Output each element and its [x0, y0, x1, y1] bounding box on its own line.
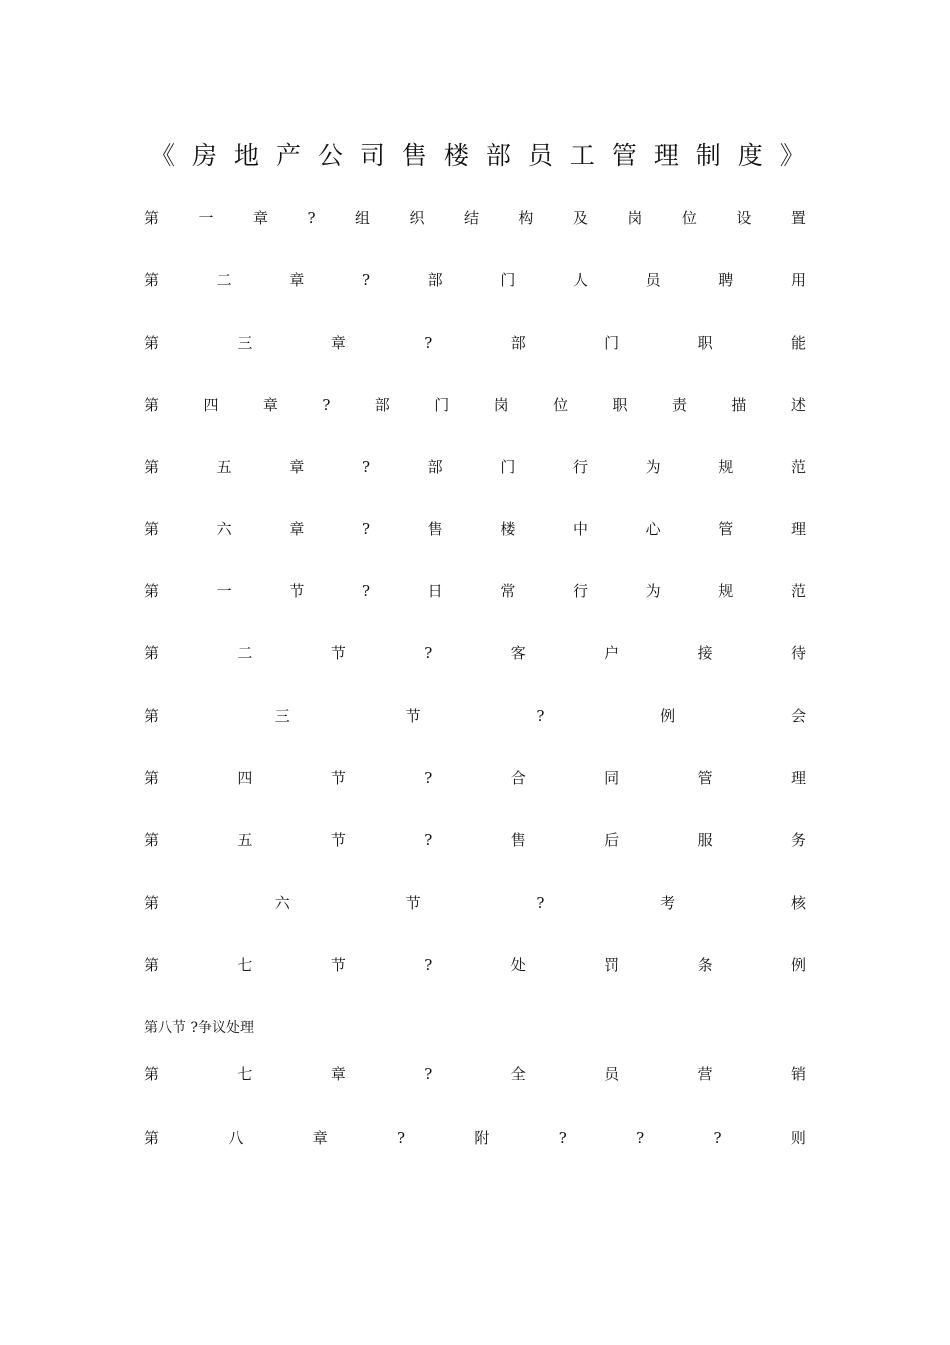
glyph: 节: [405, 707, 421, 725]
toc-line-chapter-7: [144, 1062, 806, 1086]
glyph: 营: [697, 1065, 713, 1083]
glyph: 管: [697, 769, 713, 787]
glyph: 位: [681, 209, 697, 227]
glyph: 门: [434, 396, 450, 414]
glyph: 职: [612, 396, 628, 414]
toc-line-chapter-2: [144, 268, 806, 292]
glyph: 制: [695, 141, 721, 170]
glyph: 日: [427, 582, 443, 600]
glyph: ?: [713, 1129, 722, 1147]
glyph: ?: [322, 396, 331, 414]
glyph: 范: [790, 458, 806, 476]
glyph: 例: [660, 707, 676, 725]
document-title: [150, 138, 805, 174]
toc-line-chapter-6: [144, 517, 806, 541]
glyph: 章: [312, 1129, 328, 1147]
glyph: 组: [354, 209, 370, 227]
glyph: 描: [731, 396, 747, 414]
glyph: 为: [645, 582, 661, 600]
toc-line-section-6: [144, 891, 806, 915]
glyph: 及: [572, 209, 588, 227]
glyph: 章: [289, 271, 305, 289]
glyph: 一: [198, 209, 214, 227]
glyph: 同: [604, 769, 620, 787]
toc-line-chapter-8: [144, 1126, 806, 1150]
glyph: 章: [330, 334, 346, 352]
glyph: 核: [790, 894, 806, 912]
glyph: 会: [790, 707, 806, 725]
glyph: 节: [330, 956, 346, 974]
glyph: 二: [216, 271, 232, 289]
glyph: 房: [191, 141, 217, 170]
glyph: 第: [144, 769, 160, 787]
glyph: 行: [572, 458, 588, 476]
glyph: ?: [536, 707, 545, 725]
glyph: 行: [572, 582, 588, 600]
glyph: 四: [203, 396, 219, 414]
glyph: 第: [144, 707, 160, 725]
toc-line-section-1: [144, 579, 806, 603]
glyph: 售: [427, 520, 443, 538]
glyph: ?: [361, 271, 371, 289]
glyph: 《: [150, 141, 176, 170]
glyph: 司: [359, 141, 385, 170]
glyph: 务: [790, 831, 806, 849]
glyph: 接: [697, 644, 713, 662]
glyph: 第: [144, 209, 160, 227]
glyph: 章: [289, 520, 305, 538]
glyph: 规: [718, 458, 734, 476]
glyph: 章: [252, 209, 268, 227]
toc-line-section-2: [144, 641, 806, 665]
glyph: 门: [500, 458, 516, 476]
glyph: 部: [427, 458, 443, 476]
glyph: 第: [144, 334, 160, 352]
glyph: 第: [144, 894, 160, 912]
glyph: ?: [424, 956, 433, 974]
glyph: 附: [474, 1129, 490, 1147]
glyph: 罚: [604, 956, 620, 974]
glyph: 设: [736, 209, 752, 227]
toc-line-section-8: 第八节 ?争议处理: [144, 1020, 254, 1036]
glyph: 六: [274, 894, 290, 912]
glyph: 构: [518, 209, 534, 227]
glyph: 节: [330, 831, 346, 849]
glyph: 理: [653, 141, 679, 170]
glyph: 人: [572, 271, 588, 289]
glyph: 节: [330, 644, 346, 662]
glyph: 工: [569, 141, 595, 170]
glyph: 岗: [493, 396, 509, 414]
glyph: 章: [289, 458, 305, 476]
glyph: 》: [779, 141, 805, 170]
glyph: 能: [790, 334, 806, 352]
toc-line-section-3: [144, 704, 806, 728]
glyph: 二: [237, 644, 253, 662]
glyph: 五: [237, 831, 253, 849]
glyph: 一: [216, 582, 232, 600]
glyph: 度: [737, 141, 763, 170]
glyph: 服: [697, 831, 713, 849]
glyph: 部: [510, 334, 526, 352]
glyph: 员: [604, 1065, 620, 1083]
glyph: 例: [790, 956, 806, 974]
glyph: 地: [233, 141, 259, 170]
glyph: 员: [527, 141, 553, 170]
glyph: 第: [144, 458, 160, 476]
toc-line-section-5: [144, 828, 806, 852]
toc-line-chapter-3: [144, 331, 806, 355]
glyph: ?: [424, 644, 433, 662]
glyph: ?: [361, 458, 371, 476]
toc-line-section-7: [144, 953, 806, 977]
glyph: 三: [237, 334, 253, 352]
glyph: 管: [718, 520, 734, 538]
glyph: 楼: [443, 141, 469, 170]
glyph: ?: [636, 1129, 645, 1147]
glyph: ?: [361, 520, 371, 538]
glyph: ?: [558, 1129, 567, 1147]
glyph: 待: [790, 644, 806, 662]
glyph: 管: [611, 141, 637, 170]
glyph: 六: [216, 520, 232, 538]
glyph: 聘: [718, 271, 734, 289]
glyph: 为: [645, 458, 661, 476]
glyph: 述: [790, 396, 806, 414]
toc-line-chapter-5: [144, 455, 806, 479]
glyph: 岗: [627, 209, 643, 227]
glyph: 则: [790, 1129, 806, 1147]
glyph: 七: [237, 956, 253, 974]
glyph: 客: [510, 644, 526, 662]
glyph: ?: [424, 769, 433, 787]
glyph: 处: [510, 956, 526, 974]
glyph: 第: [144, 396, 160, 414]
glyph: 合: [510, 769, 526, 787]
glyph: 部: [374, 396, 390, 414]
glyph: 员: [645, 271, 661, 289]
glyph: 职: [697, 334, 713, 352]
glyph: 四: [237, 769, 253, 787]
glyph: 位: [553, 396, 569, 414]
glyph: 用: [790, 271, 806, 289]
glyph: 售: [510, 831, 526, 849]
glyph: 心: [645, 520, 661, 538]
glyph: 第: [144, 271, 160, 289]
glyph: 章: [262, 396, 278, 414]
glyph: 第: [144, 831, 160, 849]
glyph: 考: [660, 894, 676, 912]
glyph: 置: [790, 209, 806, 227]
glyph: 公: [317, 141, 343, 170]
toc-line-chapter-1: [144, 206, 806, 230]
glyph: 部: [427, 271, 443, 289]
glyph: 第: [144, 520, 160, 538]
glyph: 织: [409, 209, 425, 227]
glyph: ?: [424, 831, 433, 849]
glyph: 部: [485, 141, 511, 170]
glyph: 常: [500, 582, 516, 600]
glyph: 八: [228, 1129, 244, 1147]
glyph: ?: [397, 1129, 406, 1147]
glyph: 规: [718, 582, 734, 600]
glyph: 结: [463, 209, 479, 227]
glyph: 节: [405, 894, 421, 912]
glyph: 节: [330, 769, 346, 787]
glyph: 第: [144, 1065, 160, 1083]
glyph: 售: [401, 141, 427, 170]
glyph: 销: [790, 1065, 806, 1083]
glyph: 全: [510, 1065, 526, 1083]
glyph: ?: [424, 334, 433, 352]
glyph: 第: [144, 956, 160, 974]
glyph: 章: [330, 1065, 346, 1083]
toc-line-chapter-4: [144, 393, 806, 417]
glyph: 产: [275, 141, 301, 170]
glyph: ?: [424, 1065, 433, 1083]
glyph: 理: [790, 769, 806, 787]
glyph: 理: [790, 520, 806, 538]
glyph: 后: [604, 831, 620, 849]
glyph: 第: [144, 582, 160, 600]
glyph: 五: [216, 458, 232, 476]
glyph: 户: [604, 644, 620, 662]
glyph: 节: [289, 582, 305, 600]
glyph: 责: [671, 396, 687, 414]
glyph: 门: [604, 334, 620, 352]
glyph: 第: [144, 1129, 160, 1147]
glyph: 第: [144, 644, 160, 662]
glyph: 七: [237, 1065, 253, 1083]
glyph: ?: [361, 582, 371, 600]
glyph: ?: [307, 209, 316, 227]
glyph: 楼: [500, 520, 516, 538]
glyph: 范: [790, 582, 806, 600]
glyph: 条: [697, 956, 713, 974]
glyph: 门: [500, 271, 516, 289]
glyph: ?: [536, 894, 545, 912]
glyph: 三: [274, 707, 290, 725]
toc-line-section-4: [144, 766, 806, 790]
glyph: 中: [572, 520, 588, 538]
